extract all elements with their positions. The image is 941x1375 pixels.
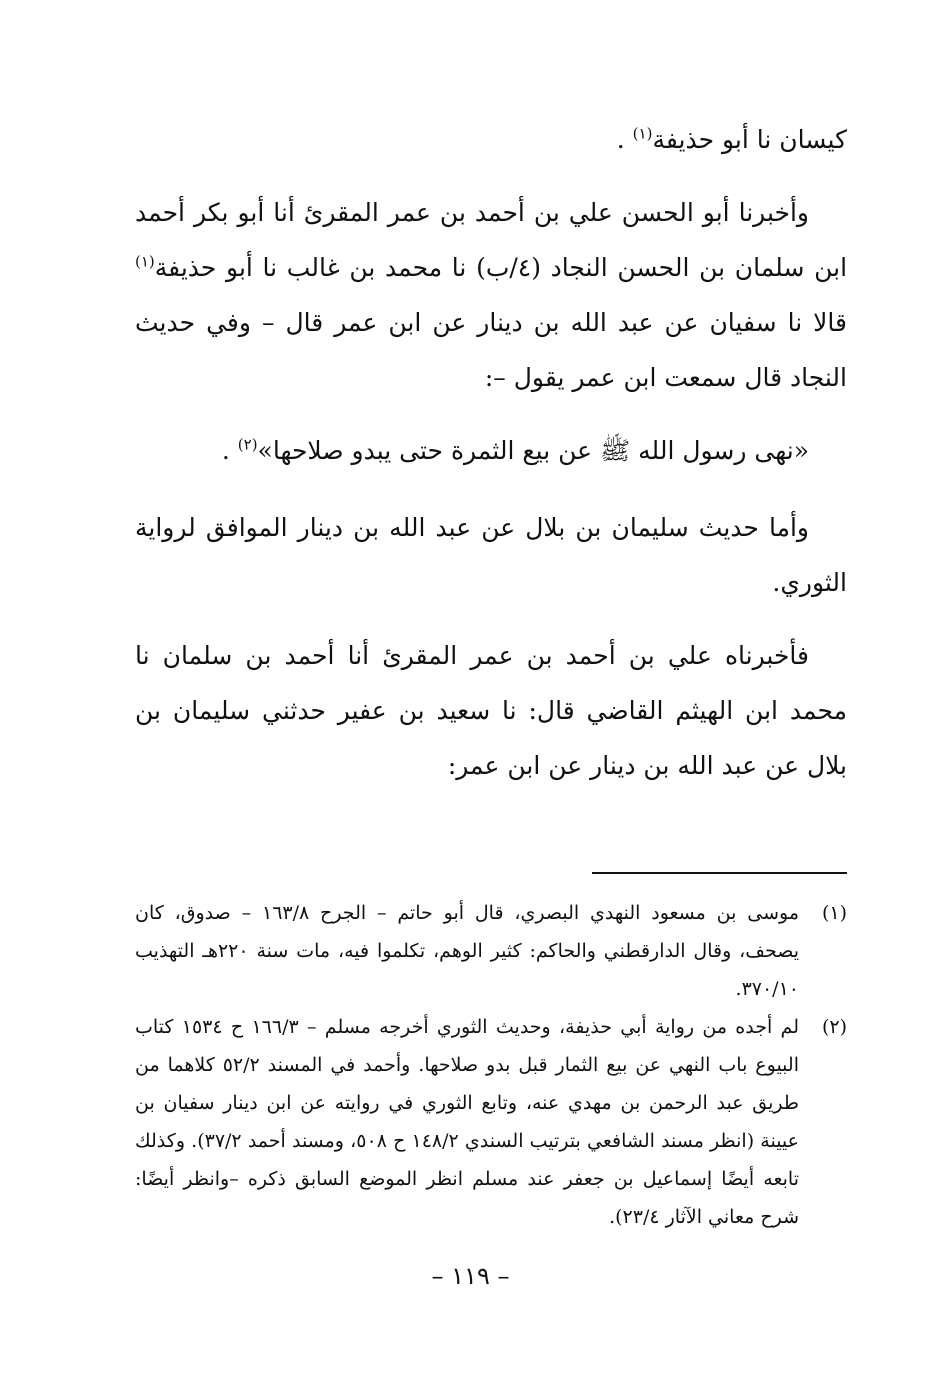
footnote-ref-1b: (١) — [135, 252, 155, 271]
footnote-divider — [592, 872, 847, 874]
paragraph-5 — [135, 628, 847, 793]
hadith-quote — [135, 423, 847, 478]
paragraph-4 — [135, 500, 847, 610]
footnote-ref-1: (١) — [632, 124, 653, 143]
footnote-1-text: موسى بن مسعود النهدي البصري، قال أبو حاتم – الجرح ١٦٣/٨ – صدوق، كان يصحف، وقال الدارقطني والحاكم: كثير الوهم، تكلموا فيه، مات سنة ٢٢٠هـ التهذيب ٣٧٠/١٠. — [135, 902, 800, 1000]
paragraph-2 — [135, 185, 847, 405]
footnote-2-number: (٢) — [821, 1016, 847, 1038]
main-text — [135, 112, 847, 811]
footnote-ref-2: (٢) — [237, 435, 258, 454]
footnote-2 — [135, 1008, 847, 1236]
paragraph-1-end: . — [616, 125, 633, 154]
page-number: – ١١٩ – — [431, 1262, 510, 1290]
hadith-quote-text: «نهى رسول الله ﷺ عن بيع الثمرة حتى يبدو صلاحها» — [257, 436, 809, 465]
paragraph-2-text-b: قالا نا سفيان عن عبد الله بن دينار عن ابن عمر قال – وفي حديث النجاد قال سمعت ابن عمر يقول –: — [135, 308, 847, 392]
footnote-1-number: (١) — [821, 902, 847, 924]
paragraph-4-text: وأما حديث سليمان بن بلال عن عبد الله بن دينار الموافق لرواية الثوري. — [135, 513, 847, 597]
paragraph-1 — [135, 112, 847, 167]
footnotes — [135, 894, 847, 1236]
paragraph-5-text: فأخبرناه علي بن أحمد بن عمر المقرئ أنا أحمد بن سلمان نا محمد ابن الهيثم القاضي قال: نا سعيد بن عفير حدثني سليمان بن بلال عن عبد الله بن دينار عن ابن عمر: — [135, 641, 847, 780]
paragraph-2-text-a: وأخبرنا أبو الحسن علي بن أحمد بن عمر المقرئ أنا أبو بكر أحمد ابن سلمان بن الحسن النجاد (٤/ب) نا محمد بن غالب نا أبو حذيفة — [135, 198, 848, 282]
footnote-2-text: لم أجده من رواية أبي حذيفة، وحديث الثوري أخرجه مسلم – ١٦٦/٣ ح ١٥٣٤ كتاب البيوع باب النهي عن بيع الثمار قبل بدو صلاحها. وأحمد في المسند ٥٢/٢ كلاهما من طريق عبد الرحمن بن مهدي عنه، وتابع الثوري في روايته عن ابن دينار سفيان بن عيينة (انظر مسند الشافعي بترتيب السندي ١٤٨/٢ ح ٥٠٨، ومسند أحمد ٣٧/٢). وكذلك تابعه أيضًا إسماعيل بن جعفر عند مسلم انظر الموضع السابق ذكره –وانظر أيضًا: شرح معاني الآثار ٢٣/٤). — [135, 1016, 800, 1228]
paragraph-1-text: كيسان نا أبو حذيفة — [652, 125, 847, 154]
hadith-quote-end: . — [221, 436, 238, 465]
footnote-1 — [135, 894, 847, 1008]
